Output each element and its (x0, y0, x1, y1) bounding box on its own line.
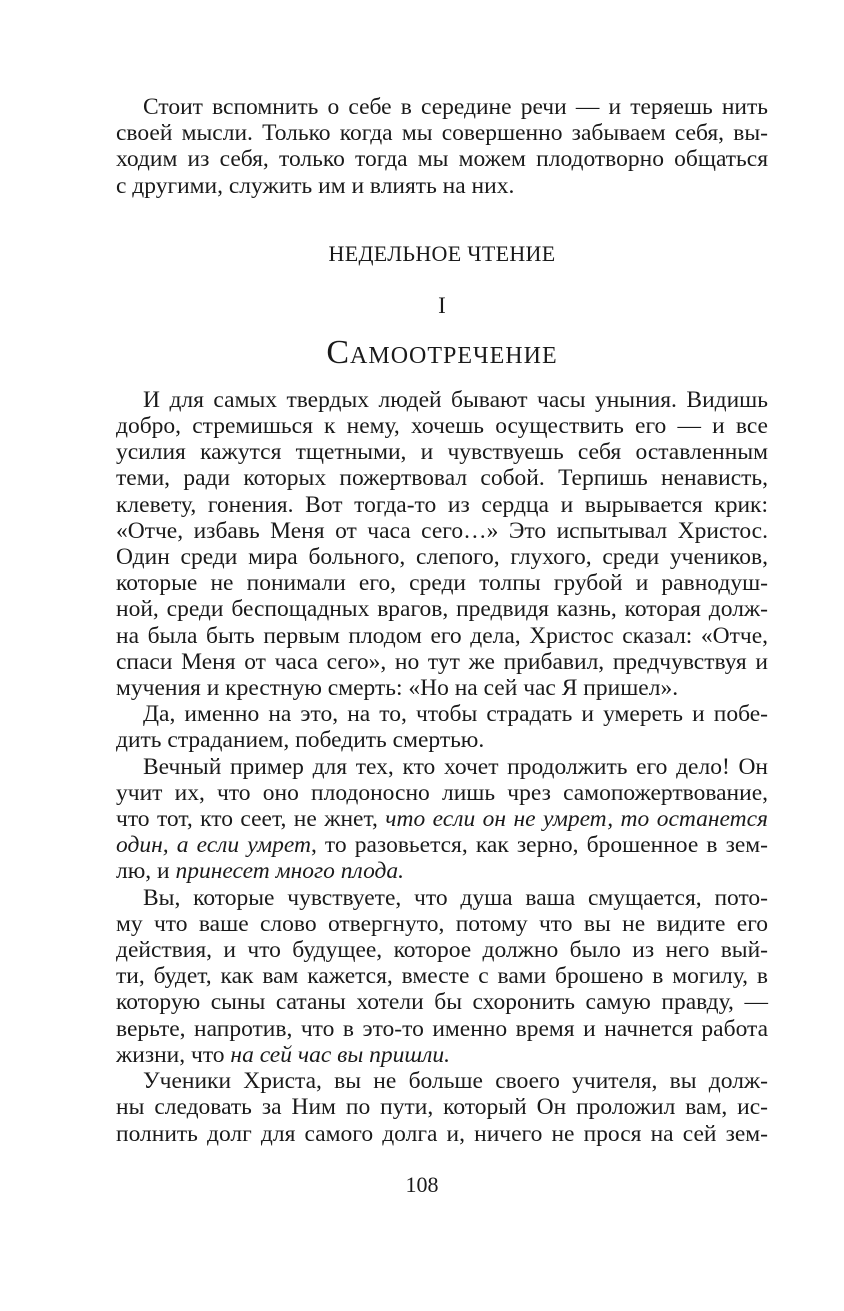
text-line: Да, именно на это, на то, чтобы страдать и умереть и побе- (143, 701, 768, 728)
paragraph-5 (116, 1068, 768, 1147)
text-fragment: лю, и (116, 858, 176, 885)
text-line (116, 806, 768, 832)
text-line: верьте, напротив, что в это-то именно время и начнется работа (116, 1015, 768, 1042)
chapter-number: I (438, 292, 446, 318)
text-fragment: жизни, что (116, 1041, 231, 1068)
text-line: «Отче, избавь Меня от часа сего…» Это испытывал Христос. (116, 517, 768, 544)
text-fragment: , то разовьется, как зерно, брошенное в зем- (310, 832, 768, 859)
text-line: которые не понимали его, среди толпы грубой и равнодуш- (116, 570, 768, 597)
text-line: клевету, гонения. Вот тогда-то из сердца и вырывается крик: (116, 491, 768, 518)
section-heading: НЕДЕЛЬНОЕ ЧТЕНИЕ (328, 240, 556, 266)
text-fragment: что тот, кто сеет, не жнет, (116, 806, 386, 833)
text-line: ны следовать за Ним по пути, который Он проложил вам, ис- (116, 1094, 768, 1121)
text-line: И для самых твердых людей бывают часы уныния. Видишь (143, 386, 768, 413)
italic-quote: один, а если умрет (116, 832, 311, 859)
italic-quote: на сей час вы пришли. (230, 1041, 450, 1068)
text-line: полнить долг для самого долга и, ничего не прося на сей зем- (116, 1120, 768, 1147)
chapter-title: Самоотречение (326, 333, 558, 371)
paragraph-4 (116, 885, 768, 1068)
page-body (116, 94, 768, 1147)
text-line: теми, ради которых пожертвовал собой. Терпишь ненависть, (116, 465, 768, 492)
text-line (116, 858, 768, 884)
text-line: Стоит вспомнить о себе в середине речи — и теряешь нить (143, 94, 768, 120)
text-line: ти, будет, как вам кажется, вместе с вами брошено в могилу, в (116, 963, 768, 990)
paragraph-2 (116, 701, 768, 753)
text-line: своей мысли. Только когда мы совершенно забываем себя, вы- (116, 120, 768, 147)
italic-quote: что если он не умрет, то останется (385, 806, 768, 833)
paragraph-1 (116, 387, 768, 701)
italic-quote: принесет много плода. (175, 858, 405, 885)
text-line (116, 1042, 768, 1068)
page-number: 108 (405, 1172, 439, 1197)
text-line: которую сыны сатаны хотели бы схоронить самую правду, — (116, 989, 768, 1016)
paragraph-3 (116, 754, 768, 885)
text-line: му что ваше слово отвергнуто, потому что вы не видите его (116, 910, 768, 937)
text-line: дить страданием, победить смертью. (116, 727, 485, 754)
text-line: ной, среди беспощадных врагов, предвидя казнь, которая долж- (116, 596, 768, 623)
text-line: действия, и что будущее, которое должно было из него вый- (116, 937, 768, 964)
chapter-text (116, 387, 768, 1147)
text-line: с другими, служить им и влиять на них. (116, 172, 515, 199)
text-line: Вечный пример для тех, кто хочет продолжить его дело! Он (143, 753, 768, 780)
text-line: спаси Меня от часа сего», но тут же прибавил, предчувствуя и (116, 648, 768, 675)
text-line: добро, стремишься к нему, хочешь осуществить его — и все (116, 413, 768, 440)
text-line: Один среди мира больного, слепого, глухого, среди учеников, (116, 544, 768, 571)
text-line: усилия кажутся тщетными, и чувствуешь себя оставленным (116, 439, 768, 466)
text-line: мучения и крестную смерть: «Но на сей час Я пришел». (116, 675, 679, 702)
text-line: ходим из себя, только тогда мы можем плодотворно общаться (116, 146, 768, 173)
text-line: учит их, что оно плодоносно лишь чрез самопожертвование, (116, 779, 768, 806)
text-line: Ученики Христа, вы не больше своего учителя, вы долж- (143, 1068, 768, 1095)
text-line (116, 832, 768, 858)
text-line: Вы, которые чувствуете, что душа ваша смущается, пото- (143, 884, 768, 911)
text-line: на была быть первым плодом его дела, Христос сказал: «Отче, (116, 622, 768, 649)
intro-paragraph (116, 94, 768, 199)
